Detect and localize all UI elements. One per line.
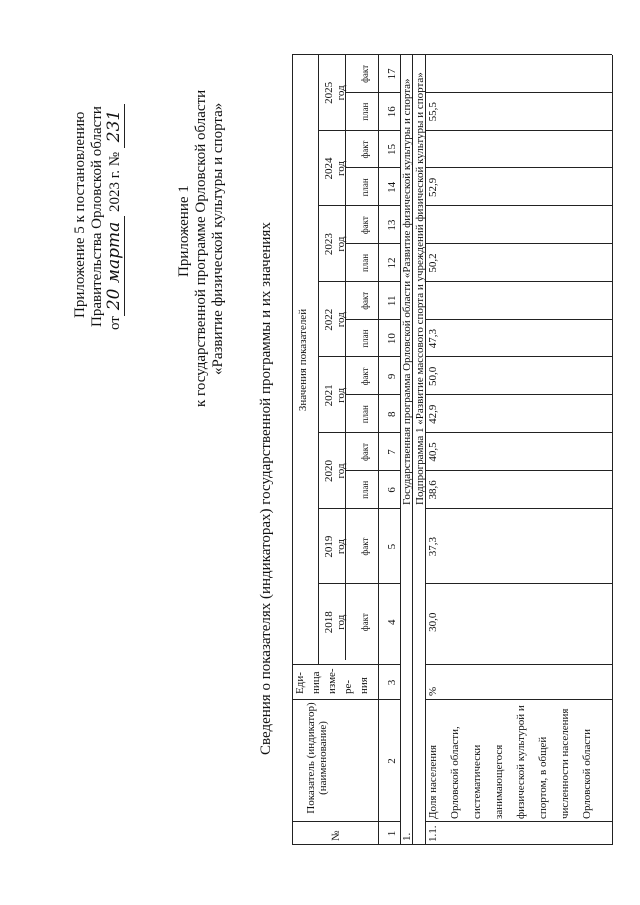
handwritten-number: 231 [104, 104, 125, 148]
year-col-divider [425, 205, 612, 206]
values-header-divider [318, 55, 319, 665]
data-row-value: 55,5 [427, 102, 439, 122]
plan-fact-divider [425, 167, 612, 168]
year-suffix: год [335, 160, 347, 176]
indicator-name-line: Доля населения [427, 744, 439, 819]
data-row-value: 40,5 [427, 442, 439, 462]
column-number: 1 [386, 830, 398, 837]
section-row-number: 1. [401, 832, 413, 841]
data-row-value: 37,3 [427, 536, 439, 557]
plan-fact-divider [425, 394, 612, 395]
data-row-unit: % [427, 686, 439, 696]
column-number: 16 [386, 106, 398, 118]
column-number: 15 [386, 144, 398, 156]
subheader-fact: факт [360, 216, 370, 235]
indicator-name-line: численности населения [559, 708, 571, 819]
year-label: 2021 [323, 384, 335, 407]
table-header-bottom [378, 55, 379, 845]
subheader-fact: факт [360, 291, 370, 310]
col-header-indicator: Показатель (индикатор) (наименование) [305, 702, 329, 814]
year-col-divider [425, 508, 612, 509]
subheader-plan: план [360, 178, 370, 197]
column-number: 7 [386, 449, 398, 455]
col-header-values: Значения показателей [297, 308, 309, 412]
indicator-name-line: спортом, в общей [537, 736, 549, 819]
appendix-title: Приложение 1 [176, 185, 192, 277]
column-number: 12 [386, 257, 398, 269]
column-number: 8 [386, 411, 398, 417]
year-suffix: год [335, 236, 347, 252]
column-number: 3 [386, 679, 398, 686]
column-number: 9 [386, 373, 398, 380]
table-top-border [292, 55, 293, 845]
year-label: 2019 [323, 535, 335, 558]
year-label: 2022 [323, 308, 335, 331]
subheader-fact: факт [360, 367, 370, 386]
col-header-unit-line: ре- [342, 679, 354, 694]
indicator-name-line: Орловской области, [449, 726, 461, 819]
subsection-row-title: Подпрограмма 1 «Развитие массового спорта и учреждений физической культуры и спорта» [414, 72, 426, 505]
year-suffix: год [335, 387, 347, 403]
data-row-value: 38,6 [427, 480, 439, 500]
year-suffix: год [335, 85, 347, 101]
data-row-number: 1.1. [427, 825, 439, 842]
column-number: 5 [386, 543, 398, 550]
column-number: 11 [386, 295, 398, 307]
data-row-value: 47,3 [427, 328, 439, 349]
col-header-unit-line: ния [358, 677, 370, 694]
appendix-line-3: «Развитие физической культуры и спорта» [210, 102, 226, 375]
column-number: 17 [386, 68, 398, 80]
indicator-name-line: Орловской области [581, 729, 593, 819]
indicator-name-line: систематически [471, 744, 483, 819]
indicator-name-line: физической культурой и [515, 705, 527, 819]
subheader-plan: план [360, 253, 370, 273]
data-row-value: 52,9 [427, 177, 439, 197]
table-left-border [292, 844, 612, 845]
subheader-fact: факт [360, 537, 370, 556]
subheader-fact: факт [360, 64, 370, 83]
year-col-divider [425, 130, 612, 131]
column-number: 4 [386, 619, 398, 625]
subheader-fact: факт [360, 613, 370, 632]
subheader-plan: план [360, 405, 370, 424]
col-divider-num [425, 821, 612, 822]
table-bottom-border [612, 55, 613, 845]
col-header-unit-line: Еди- [294, 672, 306, 694]
year-col-divider [425, 281, 612, 282]
header-line-3: от20 марта 2023 г. № 231 [106, 104, 124, 330]
data-row-value: 50,0 [427, 366, 439, 387]
year-label: 2024 [323, 157, 335, 180]
year-col-divider [425, 54, 612, 55]
col-divider-unit [425, 664, 612, 665]
year-label: 2018 [323, 611, 335, 634]
appendix-line-2: к государственной программе Орловской области [193, 89, 209, 407]
col-divider-name [292, 699, 400, 700]
plan-fact-divider [425, 470, 612, 471]
column-number: 6 [386, 487, 398, 493]
subheader-plan: план [360, 102, 370, 121]
handwritten-date: 20 марта [104, 216, 125, 316]
subheader-plan: план [360, 329, 370, 348]
indicator-name-line: занимающегося [493, 744, 505, 819]
plan-fact-divider [425, 243, 612, 244]
data-row-value: 50,2 [427, 253, 439, 273]
subheader-fact: факт [360, 443, 370, 462]
column-number: 14 [386, 181, 398, 193]
year-col-divider [425, 357, 612, 358]
year-label: 2020 [323, 459, 335, 482]
col-divider-num [292, 821, 400, 822]
year-col-divider [425, 432, 612, 433]
data-row-value: 42,9 [427, 404, 439, 424]
year-suffix: год [335, 614, 347, 630]
column-number: 2 [386, 758, 398, 764]
header-line-1: Приложение 5 к постановлению [72, 111, 88, 318]
year-suffix: год [335, 463, 347, 479]
year-suffix: год [335, 539, 347, 555]
column-number: 13 [386, 219, 398, 231]
column-number: 10 [386, 333, 398, 345]
subheader-fact: факт [360, 140, 370, 159]
year-suffix: год [335, 312, 347, 328]
data-row-value: 30,0 [427, 612, 439, 632]
year-label: 2023 [323, 233, 335, 256]
section-row-title: Государственная программа Орловской области «Развитие физической культуры и спорта» [401, 78, 413, 505]
table-title: Сведения о показателях (индикаторах) государственной программы и их значениях [258, 222, 274, 755]
plan-fact-divider [425, 92, 612, 93]
col-header-unit-line: ница [310, 671, 322, 694]
col-header-number: № [330, 830, 342, 841]
col-header-unit-line: изме- [326, 668, 338, 694]
header-line-2: Правительства Орловской области [89, 106, 105, 327]
subheader-plan: план [360, 480, 370, 499]
year-col-divider [425, 583, 612, 584]
plan-fact-divider [425, 319, 612, 320]
year-label: 2025 [323, 81, 335, 104]
col-divider-name [425, 699, 612, 700]
